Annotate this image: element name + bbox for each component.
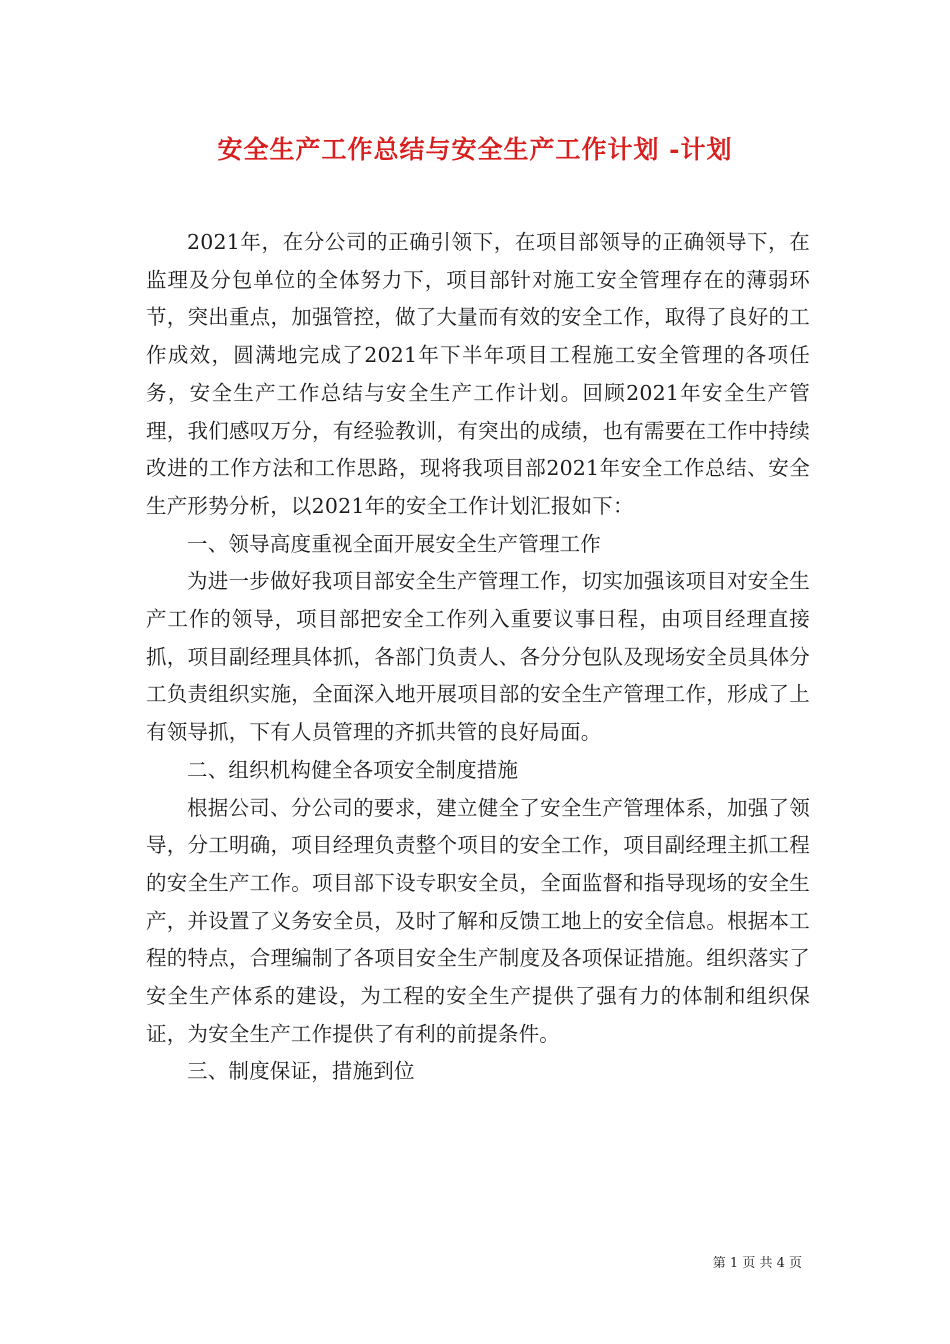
section-heading-2: 二、组织机构健全各项安全制度措施 (187, 757, 519, 782)
document-title: 安全生产工作总结与安全生产工作计划 -计划 (217, 135, 733, 164)
section-heading-1: 一、领导高度重视全面开展安全生产管理工作 (187, 531, 601, 556)
section-heading-3: 三、制度保证，措施到位 (187, 1059, 415, 1084)
paragraph-intro: 2021年，在分公司的正确引领下，在项目部领导的正确领导下，在监理及分包单位的全体努力下，项目部针对施工安全管理存在的薄弱环节，突出重点，加强管控，做了大量而有效的安全工作，取得了良好的工作成效，圆满地完成了2021年下半年项目工程施工安全管理的各项任务，安全生产工作总结与安全生产工作计划。回顾2021年安全生产管理，我们感叹万分，有经验教训，有突出的成绩，也有需要在工作中持续改进的工作方法和工作思路，现将我项目部2021年安全工作总结、安全生产形势分析，以2021年的安全工作计划汇报如下： (146, 230, 810, 518)
paragraph-section-2: 根据公司、分公司的要求，建立健全了安全生产管理体系，加强了领导，分工明确，项目经理负责整个项目的安全工作，项目副经理主抓工程的安全生产工作。项目部下设专职安全员，全面监督和指导现场的安全生产，并设置了义务安全员，及时了解和反馈工地上的安全信息。根据本工程的特点，合理编制了各项目安全生产制度及各项保证措施。组织落实了安全生产体系的建设，为工程的安全生产提供了强有力的体制和组织保证，为安全生产工作提供了有利的前提条件。 (146, 795, 810, 1046)
page-number-footer: 第 1 页 共 4 页 (712, 1256, 802, 1271)
paragraph-section-1: 为进一步做好我项目部安全生产管理工作，切实加强该项目对安全生产工作的领导，项目部把安全工作列入重要议事日程，由项目经理直接抓，项目副经理具体抓，各部门负责人、各分分包队及现场安全员具体分工负责组织实施，全面深入地开展项目部的安全生产管理工作，形成了上有领导抓，下有人员管理的齐抓共管的良好局面。 (146, 569, 810, 745)
document-body (146, 224, 810, 1091)
